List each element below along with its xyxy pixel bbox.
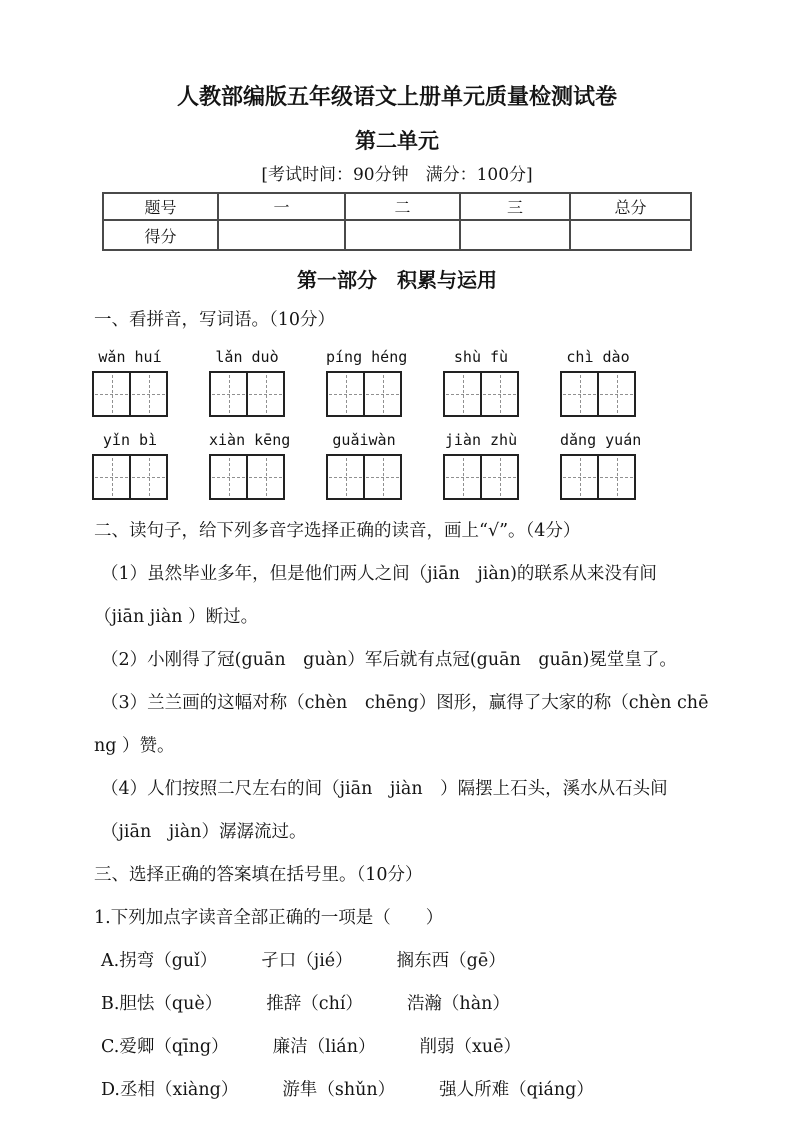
writing-cell[interactable]: [480, 456, 517, 498]
option-a-item-2: 孑口（jié）: [261, 951, 353, 971]
writing-cell[interactable]: [94, 456, 129, 498]
word-group-6: [92, 430, 168, 500]
word-group-9: [443, 430, 519, 500]
pinyin-label: jiàn zhù: [444, 431, 518, 449]
word-group-10: [560, 430, 642, 500]
word-group-5: [560, 347, 636, 417]
writing-cell[interactable]: [246, 456, 283, 498]
writing-cell[interactable]: [363, 456, 400, 498]
sentence-2-line-1: （2）小刚得了冠(guān guàn）军后就有点冠(guān guān)冕堂皇了。: [101, 650, 677, 670]
sentence-1-line-1: （1）虽然毕业多年，但是他们两人之间（jiān jiàn)的联系从来没有间: [101, 564, 657, 584]
writing-cell[interactable]: [211, 456, 246, 498]
writing-grid: [560, 371, 636, 417]
exam-info: [考试时间：90分钟 满分：100分]: [261, 165, 533, 185]
pinyin-label: shù fù: [453, 348, 509, 366]
word-group-3: [326, 347, 408, 417]
word-group-2: [209, 347, 285, 417]
question-body: [94, 510, 734, 1112]
pinyin-label: yǐn bì: [102, 431, 158, 449]
score-header-total: 总分: [570, 193, 691, 220]
option-d-item-1: D.丞相（xiàng）: [101, 1080, 239, 1100]
pinyin-label: chì dào: [566, 348, 630, 366]
writing-grid: [560, 454, 636, 500]
sentence-1-line-2: （jiān jiàn ）断过。: [94, 607, 259, 627]
writing-cell[interactable]: [129, 373, 166, 415]
pinyin-label: wǎn huí: [98, 348, 162, 366]
writing-cell[interactable]: [480, 373, 517, 415]
sentence-3-line-1: （3）兰兰画的这幅对称（chèn chēng）图形，赢得了大家的称（chèn chē: [101, 693, 709, 713]
section3-instruction: 三、选择正确的答案填在括号里。（10分）: [94, 865, 423, 885]
option-b-item-1: B.胆怯（què）: [101, 994, 223, 1014]
pinyin-label: dǎng yuán: [560, 431, 642, 449]
pinyin-label: guǎiwàn: [332, 431, 396, 449]
score-input-cell[interactable]: [460, 220, 570, 250]
sentence-4-line-2: （jiān jiàn）潺潺流过。: [101, 822, 307, 842]
writing-cell[interactable]: [363, 373, 400, 415]
paper-title: 人教部编版五年级语文上册单元质量检测试卷: [176, 85, 617, 110]
option-c: [94, 1026, 734, 1069]
unit-title: 第二单元: [355, 129, 439, 153]
score-table: [102, 192, 692, 251]
word-group-4: [443, 347, 519, 417]
writing-grid: [443, 454, 519, 500]
word-group-7: [209, 430, 291, 500]
writing-cell[interactable]: [445, 456, 480, 498]
score-header-part-1: 一: [218, 193, 345, 220]
writing-grid: [92, 371, 168, 417]
option-b-item-2: 推辞（chí）: [266, 994, 363, 1014]
score-row-label: 得分: [103, 220, 218, 250]
pinyin-label: píng héng: [326, 348, 408, 366]
question-1-stem: 1.下列加点字读音全部正确的一项是（ ）: [94, 908, 444, 928]
writing-grid: [443, 371, 519, 417]
sentence-3-line-2: ng ）赞。: [94, 736, 175, 756]
option-a: [94, 940, 734, 983]
writing-cell[interactable]: [94, 373, 129, 415]
writing-cell[interactable]: [597, 373, 634, 415]
option-c-item-3: 削弱（xuē）: [419, 1037, 522, 1057]
option-c-item-2: 廉洁（lián）: [272, 1037, 376, 1057]
sentence-4-line-1: （4）人们按照二尺左右的间（jiān jiàn ）隔摆上石头，溪水从石头间: [101, 779, 668, 799]
writing-cell[interactable]: [562, 456, 597, 498]
section1-instruction: 一、看拼音，写词语。（10分）: [94, 310, 336, 330]
score-input-cell[interactable]: [570, 220, 691, 250]
score-header-question-no: 题号: [103, 193, 218, 220]
word-group-8: [326, 430, 402, 500]
pinyin-word-row-2: [92, 430, 700, 500]
option-a-item-1: A.拐弯（guǐ）: [101, 951, 218, 971]
option-a-item-3: 搁东西（gē）: [396, 951, 506, 971]
word-group-1: [92, 347, 168, 417]
pinyin-label: xiàn kēng: [209, 431, 291, 449]
writing-cell[interactable]: [445, 373, 480, 415]
section2-instruction: 二、读句子，给下列多音字选择正确的读音，画上“√”。（4分）: [94, 521, 581, 541]
writing-grid: [326, 371, 402, 417]
option-d: [94, 1069, 734, 1112]
writing-grid: [92, 454, 168, 500]
score-input-cell[interactable]: [345, 220, 460, 250]
writing-cell[interactable]: [328, 373, 363, 415]
option-b-item-3: 浩瀚（hàn）: [406, 994, 510, 1014]
option-b: [94, 983, 734, 1026]
writing-grid: [326, 454, 402, 500]
writing-cell[interactable]: [211, 373, 246, 415]
option-d-item-2: 游隼（shǔn）: [282, 1080, 396, 1100]
pinyin-word-row-1: [92, 347, 700, 417]
writing-grid: [209, 371, 285, 417]
score-header-part-3: 三: [460, 193, 570, 220]
writing-cell[interactable]: [129, 456, 166, 498]
score-header-part-2: 二: [345, 193, 460, 220]
score-table-score-row: [103, 220, 691, 250]
part1-heading: 第一部分 积累与运用: [297, 268, 497, 292]
option-c-item-1: C.爱卿（qīng）: [101, 1037, 229, 1057]
writing-cell[interactable]: [562, 373, 597, 415]
pinyin-label: lǎn duò: [215, 348, 279, 366]
score-input-cell[interactable]: [218, 220, 345, 250]
score-table-header-row: [103, 193, 691, 220]
option-d-item-3: 强人所难（qiáng）: [439, 1080, 594, 1100]
writing-grid: [209, 454, 285, 500]
writing-cell[interactable]: [597, 456, 634, 498]
writing-cell[interactable]: [246, 373, 283, 415]
writing-cell[interactable]: [328, 456, 363, 498]
